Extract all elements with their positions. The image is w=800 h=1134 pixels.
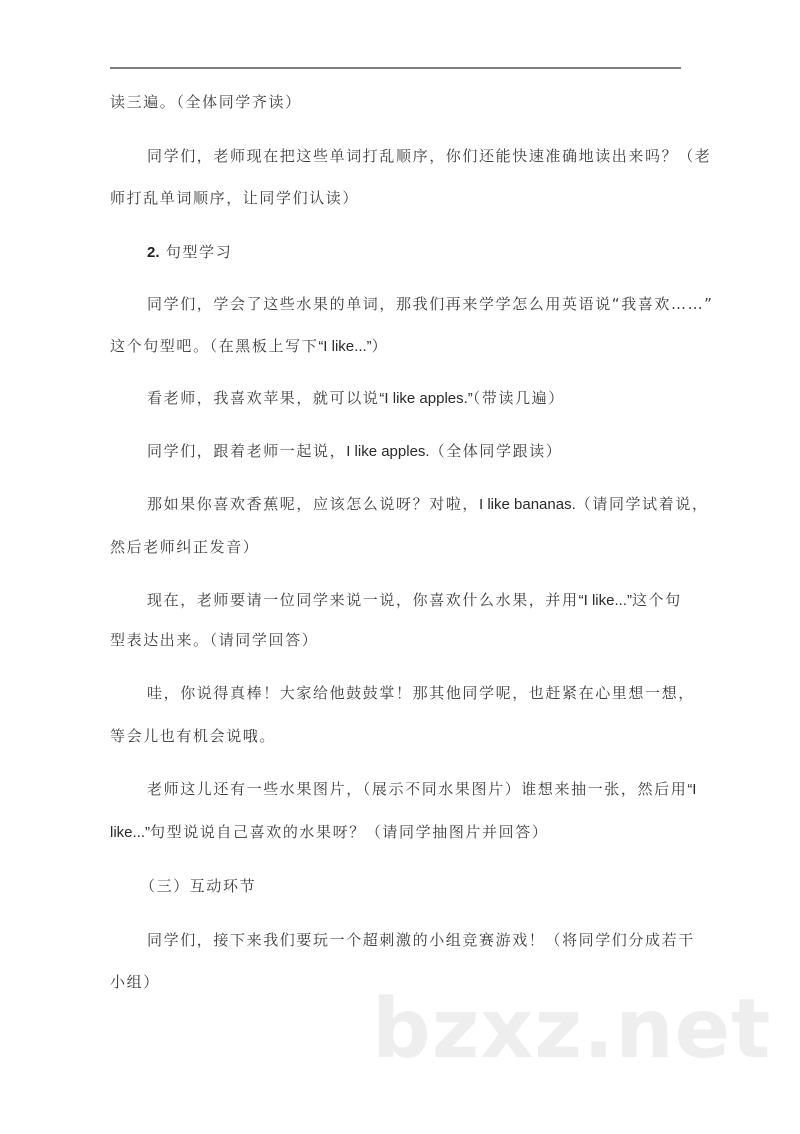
heading-text: （三）互动环节: [140, 877, 257, 895]
text: 哇，你说得真棒！大家给他鼓鼓掌！那其他同学呢，也赶紧在心里想一想，: [147, 684, 695, 702]
paragraph-line: [110, 726, 276, 746]
paragraph-line: [147, 494, 709, 515]
text: （全体同学跟读）: [429, 442, 563, 460]
english-text: “I: [687, 781, 697, 798]
text: （带读几遍）: [472, 389, 565, 407]
paragraph-line: [110, 188, 359, 208]
text: ）: [371, 337, 389, 355]
text: 句型说说自己喜欢的水果呀？（请同学抽图片并回答）: [150, 823, 549, 841]
text: 同学们，跟着老师一起说，: [147, 442, 347, 460]
text: 型表达出来。（请同学回答）: [110, 631, 319, 649]
text: 这个句: [631, 591, 682, 609]
paragraph-line: [147, 294, 714, 314]
paragraph-line: [110, 630, 318, 650]
paragraph-line: [147, 683, 695, 703]
section-heading: [147, 242, 232, 263]
heading-number: 2.: [147, 244, 160, 261]
text: 这个句型吧。（在黑板上写下: [110, 337, 319, 355]
paragraph-line: [147, 441, 562, 462]
english-text: “I like apples.”: [379, 390, 473, 407]
text: 老师这儿还有一些水果图片，（展示不同水果图片）谁想来抽一张，然后用: [147, 780, 688, 798]
text: 小组）: [110, 973, 160, 991]
text: （请同学试着说，: [575, 495, 709, 513]
text: 然后老师纠正发音）: [110, 538, 260, 556]
english-text: “I like...”: [578, 592, 632, 609]
heading-text: 句型学习: [165, 243, 233, 261]
paragraph-line: [110, 537, 259, 557]
paragraph-line: [147, 146, 711, 166]
text: 同学们，接下来我们要玩一个超刺激的小组竞赛游戏！（将同学们分成若干: [147, 931, 695, 949]
paragraph-line: [110, 336, 388, 357]
paragraph-line: [110, 92, 302, 112]
english-text: “I like...”: [318, 338, 372, 355]
english-text: I like apples.: [346, 443, 430, 460]
text: 读三遍。（全体同学齐读）: [110, 93, 302, 111]
section-heading: [140, 876, 256, 896]
paragraph-line: [110, 822, 548, 843]
text: 同学们，学会了这些水果的单词，那我们再来学学怎么用英语说“我喜欢……”: [147, 295, 714, 313]
text: 师打乱单词顺序，让同学们认读）: [110, 189, 360, 207]
text: 看老师，我喜欢苹果，就可以说: [147, 389, 380, 407]
english-text: I like bananas.: [479, 496, 576, 513]
english-text: like...”: [110, 824, 151, 841]
watermark: bzxz.net: [372, 982, 772, 1077]
paragraph-line: [147, 590, 682, 611]
text: 等会儿也有机会说哦。: [110, 727, 277, 745]
paragraph-line: [147, 779, 696, 800]
header-rule: [110, 67, 681, 69]
text: 现在，老师要请一位同学来说一说，你喜欢什么水果，并用: [147, 591, 579, 609]
text: 那如果你喜欢香蕉呢，应该怎么说呀？对啦，: [147, 495, 480, 513]
paragraph-line: [147, 388, 565, 409]
paragraph-line: [110, 972, 160, 992]
paragraph-line: [147, 930, 695, 950]
text: 同学们，老师现在把这些单词打乱顺序，你们还能快速准确地读出来吗？（老: [147, 147, 712, 165]
